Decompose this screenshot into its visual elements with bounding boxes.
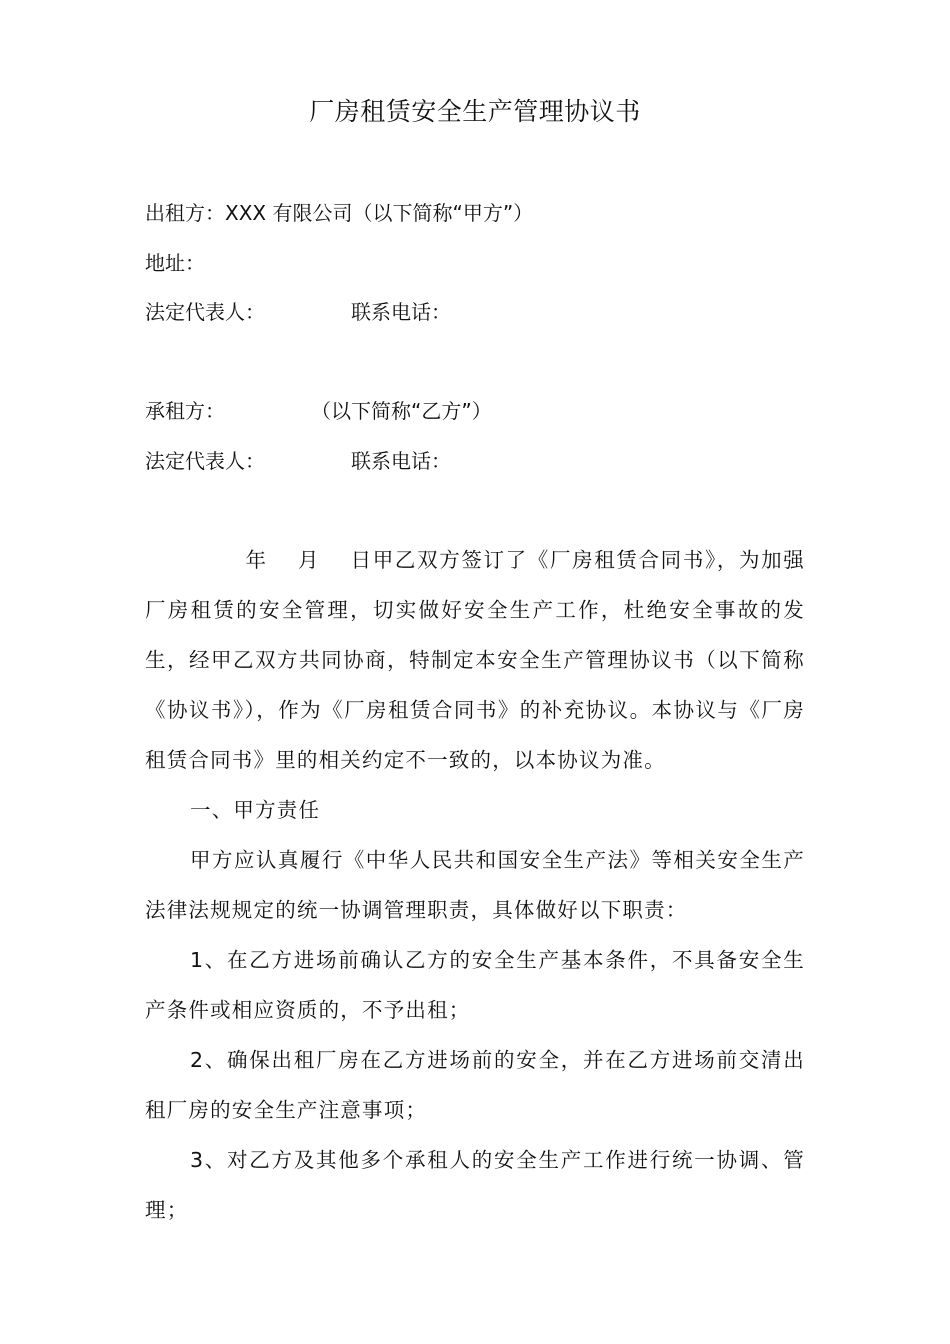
section1-heading: 一、甲方责任 [190, 798, 321, 822]
lessee-label: 承租方： [145, 399, 225, 423]
intro-year: 年 [245, 548, 268, 572]
intro-paragraph [145, 535, 805, 785]
lessee-legal-rep-label: 法定代表人： [145, 449, 265, 473]
intro-month: 月 [297, 548, 321, 572]
section1-item-3: 3、对乙方及其他多个承租人的安全生产工作进行统一协调、管理； [145, 1148, 805, 1222]
lessee-line [145, 396, 492, 426]
lessor-contact-row [145, 297, 451, 327]
lessor-address-label: 地址： [145, 251, 205, 275]
section1-lead: 甲方应认真履行《中华人民共和国安全生产法》等相关安全生产法律法规规定的统一协调管理职责，具体做好以下职责： [145, 848, 805, 922]
section1-item-1: 1、在乙方进场前确认乙方的安全生产基本条件，不具备安全生产条件或相应资质的，不予出租； [145, 948, 805, 1022]
lessor-legal-rep-label: 法定代表人： [145, 300, 265, 324]
lessee-alias: （以下简称“乙方”） [311, 399, 492, 423]
intro-text: 日甲乙双方签订了《厂房租赁合同书》，为加强厂房租赁的安全管理，切实做好安全生产工作，杜绝安全事故的发生，经甲乙双方共同协商，特制定本安全生产管理协议书（以下简称《协议书》），作为《厂房租赁合同书》的补充协议。本协议与《厂房租赁合同书》里的相关约定不一致的，以本协议为准。 [145, 548, 805, 772]
lessor-line: 出租方：XXX 有限公司（以下简称“甲方”） [145, 201, 534, 225]
section1-item-2: 2、确保出租厂房在乙方进场前的安全，并在乙方进场前交清出租厂房的安全生产注意事项； [145, 1048, 805, 1122]
lessee-phone-label: 联系电话： [351, 449, 451, 473]
lessor-phone-label: 联系电话： [351, 300, 451, 324]
lessee-contact-row [145, 446, 451, 476]
document-title: 厂房租赁安全生产管理协议书 [309, 97, 641, 126]
